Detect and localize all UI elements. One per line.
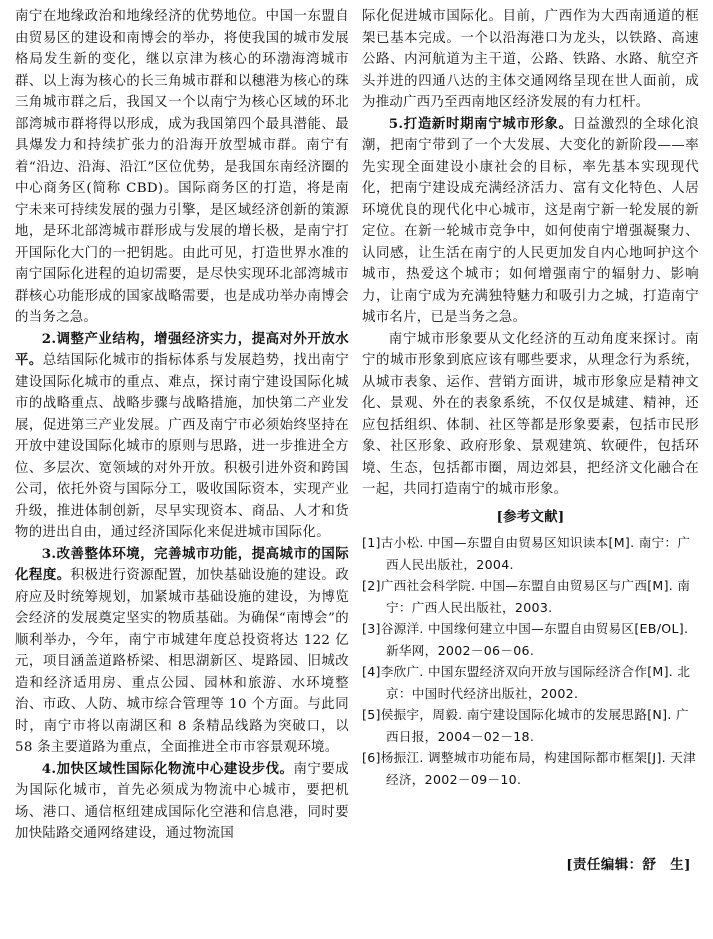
body-paragraph <box>362 114 699 329</box>
section-heading: 3.改善整体环境，完善城市功能，提高城市的国际化程度。 <box>15 545 349 583</box>
body-paragraph: 际化促进城市国际化。目前，广西作为大西南通道的框架已基本完成。一个以沿海港口为龙头，以铁路、高速公路、内河航道为主干道，公路、铁路、水路、航空齐头并进的四通八达的主体交通网络呈现在世人面前，成为推动广西乃至西南地区经济发展的有力杠杆。 <box>362 9 699 110</box>
references-title: [参考文献] <box>496 508 565 525</box>
reference-item: [2]广西社会科学院. 中国—东盟自由贸易区与广西[M]. 南宁：广西人民出版社，2003. <box>362 578 691 615</box>
body-paragraph <box>15 759 349 845</box>
reference-item: [3]谷源洋. 中国缘何建立中国—东盟自由贸易区[EB/OL]. 新华网，2002－06－06. <box>362 621 689 658</box>
responsible-editor: [责任编辑：舒 生] <box>566 857 691 873</box>
right-column <box>362 6 699 790</box>
section-heading: 2.调整产业结构，增强经济实力，提高对外开放水平。 <box>15 330 349 368</box>
reference-item: [6]杨振江. 调整城市功能布局，构建国际都市框架[J]. 天津经济，2002－09－10. <box>362 750 697 787</box>
reference-item: [1]古小松. 中国—东盟自由贸易区知识读本[M]. 南宁：广西人民出版社，2004. <box>362 535 691 572</box>
section-body: 日益激烈的全球化浪潮，把南宁带到了一个大发展、大变化的新阶段——率先实现全面建设小康社会的目标，率先基本实现现代化，把南宁建设成充满经济活力、富有文化特色、人居环境优良的现代化中心城市，这是南宁新一轮发展的新定位。在新一轮城市竞争中，如何使南宁增强凝聚力、认同感，让生活在南宁的人民更加发自内心地呵护这个城市，热爱这个城市；如何增强南宁的辐射力、影响力，让南宁成为充满独特魅力和吸引力之城，打造南宁城市名片，已是当务之急。 <box>362 116 699 325</box>
section-body: 南宁要成为国际化城市，首先必须成为物流中心城市，要把机场、港口、通信枢纽建成国际化空港和信息港，同时要加快陆路交通网络建设，通过物流国 <box>15 761 349 841</box>
body-paragraph <box>15 329 349 544</box>
references-list <box>362 532 699 790</box>
body-paragraph: 南宁城市形象要从文化经济的互动角度来探讨。南宁的城市形象到底应该有哪些要求，从理念行为系统，从城市表象、运作、营销方面讲，城市形象应是精神文化、景观、外在的表象系统，不仅仅是城建、精神，还应包括组织、体制、社区等都是形象要素，包括市民形象、社区形象、政府形象、景观建筑、软硬件，包括环境、生态，包括都市圈，周边郊县，把经济文化融合在一起，共同打造南宁的城市形象。 <box>362 331 699 497</box>
left-column <box>15 6 349 845</box>
section-heading: 4.加快区域性国际化物流中心建设步伐。 <box>41 760 294 777</box>
section-body: 积极进行资源配置，加快基础设施的建设。政府应及时统筹规划，加紧城市基础设施的建设，为博览会经济的发展奠定坚实的物质基础。为确保“南博会”的顺利举办，今年，南宁市城建年度总投资将达 122 亿元，项目涵盖道路桥梁、相思湖新区、堤路园、旧城改造和经济适用房、重点公园、园林和旅游、水环境整治、市政、人防、城市综合管理等 10 个方面。与此同时，南宁市将以南湖区和 8 条精品线路为突破口，以 58 条主要道路为重点，全面推进全市市容景观环境。 <box>15 568 350 755</box>
section-body: 总结国际化城市的指标体系与发展趋势，找出南宁建设国际化城市的重点、难点，探讨南宁建设国际化城市的战略重点、战略步骤与战略措施，加快第二产业发展，促进第三产业发展。广西及南宁市必须始终坚持在开放中建设国际化城市的原则与思路，进一步推进全方位、多层次、宽领域的对外开放。积极引进外资和跨国公司，依托外资与国际分工，吸收国际资本，实现产业升级，推进体制创新，尽早实现资本、商品、人才和货物的进出自由，通过经济国际化来促进城市国际化。 <box>15 353 349 540</box>
reference-item: [5]侯振宇，周毅. 南宁建设国际化城市的发展思路[N]. 广西日报，2004－02－18. <box>362 707 689 744</box>
section-heading: 5.打造新时期南宁城市形象。 <box>388 115 573 132</box>
body-paragraph <box>15 544 349 759</box>
body-paragraph: 南宁在地缘政治和地缘经济的优势地位。中国一东盟自由贸易区的建设和南博会的举办，将使我国的城市发展格局发生新的变化，继以京津为核心的环渤海湾城市群、以上海为核心的长三角城市群和以穗港为核心的珠三角城市群之后，我国又一个以南宁为核心区域的环北部湾城市群将得以形成，成为我国第四个最具潜能、最具爆发力和持续扩张力的沿海开放型城市群。南宁有着“沿边、沿海、沿江”区位优势，是我国东南经济圈的中心商务区(简称 CBD)。国际商务区的打造，将是南宁未来可持续发展的强力引擎，是区域经济创新的策源地，是环北部湾城市群形成与发展的增长极，是南宁打开国际化大门的一把钥匙。由此可见，打造世界水准的南宁国际化进程的迫切需要，是尽快实现环北部湾城市群核心功能形成的国家战略需要，也是成功举办南博会的当务之急。 <box>15 9 349 325</box>
reference-item: [4]李欣广. 中国东盟经济双向开放与国际经济合作[M]. 北京：中国时代经济出版社，2002. <box>362 664 691 701</box>
